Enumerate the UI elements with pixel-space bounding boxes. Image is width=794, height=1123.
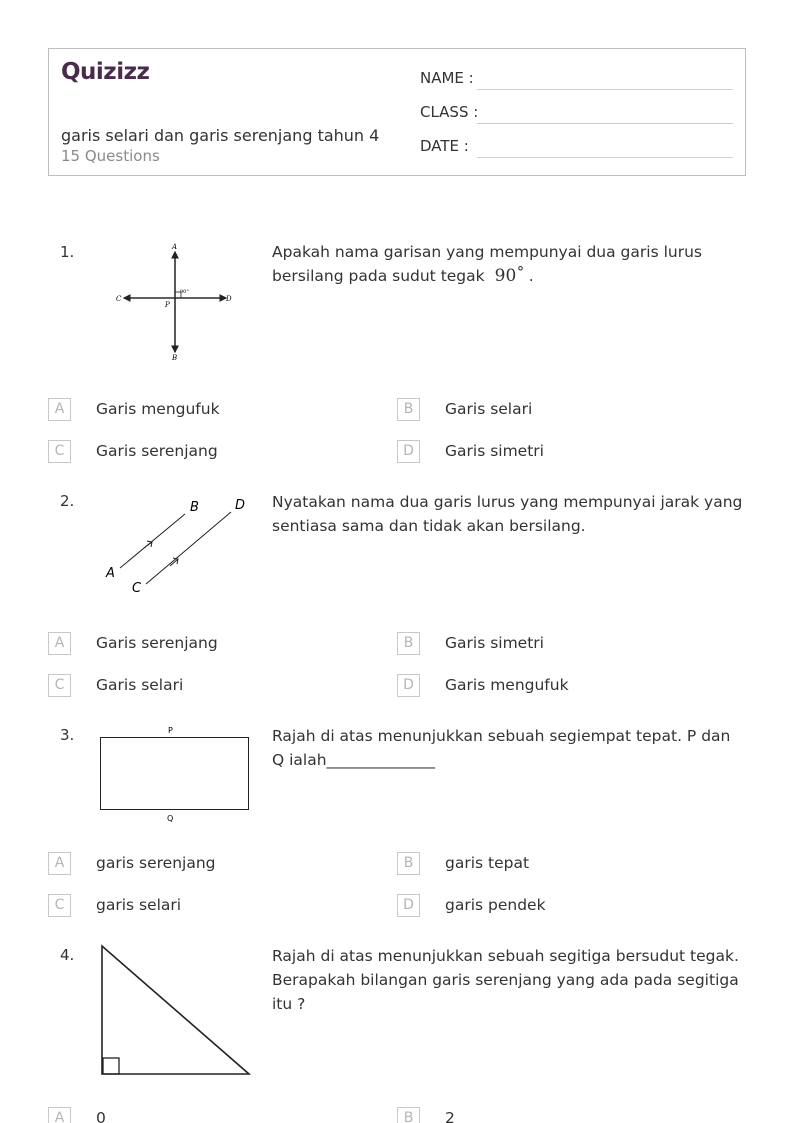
label-q: Q (167, 814, 174, 823)
question-number: 4. (60, 946, 75, 964)
label-a: A (106, 566, 115, 581)
angle-math: 90˚ (494, 266, 525, 286)
class-field[interactable] (477, 123, 733, 124)
option-text[interactable]: Garis serenjang (96, 634, 218, 652)
option-letter[interactable]: D (397, 674, 420, 697)
option-text[interactable]: Garis serenjang (96, 442, 218, 460)
option-text[interactable]: Garis selari (445, 400, 533, 418)
label-a: A (172, 243, 178, 251)
option-text[interactable]: Garis mengufuk (96, 400, 220, 418)
perpendicular-lines-figure (112, 240, 242, 365)
option-letter[interactable]: D (397, 894, 420, 917)
option-letter[interactable]: A (48, 632, 71, 655)
option-text[interactable]: garis selari (96, 896, 182, 914)
date-field[interactable] (477, 157, 733, 158)
question-number: 2. (60, 492, 75, 510)
class-label: CLASS : (420, 103, 479, 121)
option-text[interactable]: Garis mengufuk (445, 676, 569, 694)
question-number: 1. (60, 243, 75, 261)
option-text[interactable]: 2 (445, 1109, 455, 1123)
label-b: B (190, 500, 199, 515)
option-text[interactable]: garis serenjang (96, 854, 216, 872)
right-triangle-figure (98, 942, 254, 1080)
quizizz-logo: Quizizz (61, 59, 150, 85)
option-letter[interactable]: C (48, 674, 71, 697)
worksheet-title: garis selari dan garis serenjang tahun 4 (61, 126, 380, 145)
name-field[interactable] (477, 89, 733, 90)
worksheet-header (48, 48, 746, 176)
label-b: B (172, 354, 178, 362)
option-text[interactable]: 0 (96, 1109, 106, 1123)
date-label: DATE : (420, 137, 469, 155)
label-d: D (235, 498, 246, 513)
option-letter[interactable]: B (397, 632, 420, 655)
question-text: Rajah di atas menunjukkan sebuah segiempat tepat. P dan Q ialah______________ (272, 727, 731, 769)
question-number: 3. (60, 726, 75, 744)
question-text (272, 240, 744, 288)
option-letter[interactable]: C (48, 894, 71, 917)
option-text[interactable]: garis pendek (445, 896, 546, 914)
label-p: P (165, 301, 170, 309)
option-letter[interactable]: B (397, 398, 420, 421)
option-letter[interactable]: C (48, 440, 71, 463)
option-letter[interactable]: B (397, 1107, 420, 1123)
option-text[interactable]: Garis selari (96, 676, 184, 694)
label-c: C (132, 581, 142, 596)
question-text-body: Apakah nama garisan yang mempunyai dua garis lurus bersilang pada sudut tegak (272, 243, 702, 285)
option-letter[interactable]: B (397, 852, 420, 875)
parallel-lines-figure (100, 492, 260, 602)
option-letter[interactable]: A (48, 1107, 71, 1123)
option-letter[interactable]: A (48, 852, 71, 875)
question-text-end: . (528, 267, 534, 285)
option-text[interactable]: garis tepat (445, 854, 530, 872)
option-text[interactable]: Garis simetri (445, 442, 544, 460)
name-label: NAME : (420, 69, 474, 87)
rectangle-figure (96, 724, 256, 824)
question-text: Nyatakan nama dua garis lurus yang mempunyai jarak yang sentiasa sama dan tidak akan bersilang. (272, 493, 743, 535)
angle-label: 90° (180, 289, 189, 295)
question-text: Rajah di atas menunjukkan sebuah segitiga bersudut tegak. Berapakah bilangan garis serenjang yang ada pada segitiga itu ? (272, 947, 739, 1013)
option-text[interactable]: Garis simetri (445, 634, 544, 652)
option-letter[interactable]: D (397, 440, 420, 463)
option-letter[interactable]: A (48, 398, 71, 421)
question-count: 15 Questions (61, 147, 160, 165)
label-c: C (116, 295, 122, 303)
label-d: D (226, 295, 232, 303)
label-p: P (168, 726, 173, 735)
